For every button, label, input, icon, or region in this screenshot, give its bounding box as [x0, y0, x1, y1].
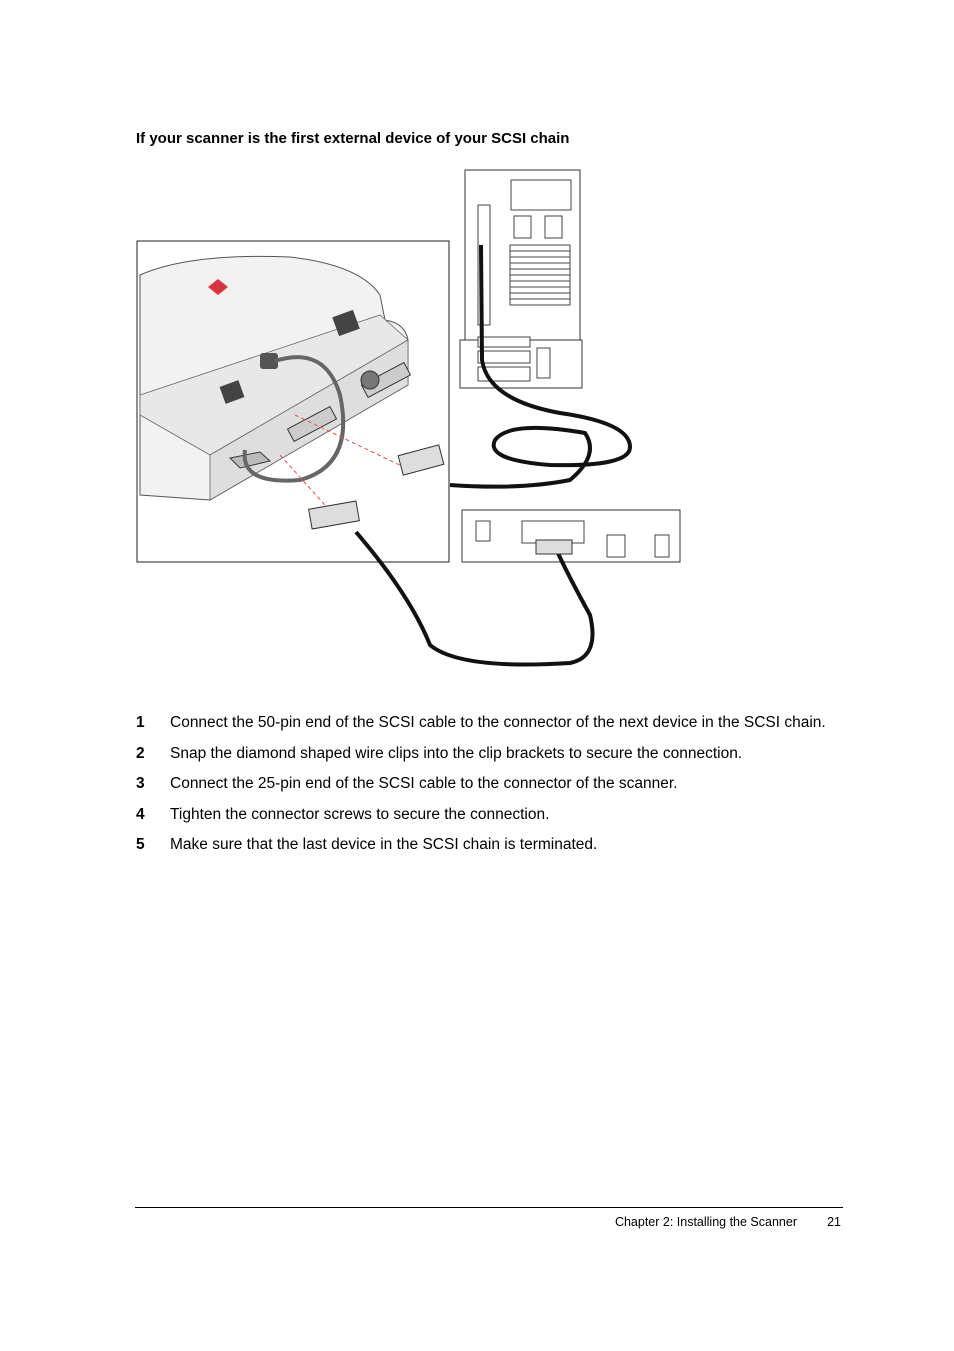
footer-chapter-title: Chapter 2: Installing the Scanner — [614, 1215, 797, 1229]
step-item — [136, 834, 826, 855]
step-text: Connect the 50-pin end of the SCSI cable to the connector of the next device in the SCSI chain. — [170, 714, 826, 731]
step-number: 4 — [136, 805, 145, 823]
page-number: 21 — [827, 1215, 841, 1229]
step-item — [136, 804, 826, 825]
section-heading: If your scanner is the first external device of your SCSI chain — [136, 130, 570, 147]
scsi-connection-illustration — [130, 165, 710, 685]
step-item — [136, 743, 826, 764]
step-text: Make sure that the last device in the SCSI chain is terminated. — [170, 836, 598, 853]
instruction-steps — [136, 712, 826, 865]
step-item — [136, 712, 826, 733]
step-number: 5 — [136, 836, 145, 853]
step-text: Tighten the connector screws to secure the connection. — [170, 805, 550, 823]
step-number: 1 — [136, 714, 145, 731]
computer-tower-icon — [460, 170, 582, 388]
step-text: Snap the diamond shaped wire clips into the clip brackets to secure the connection. — [170, 744, 743, 762]
step-item — [136, 773, 826, 794]
footer-divider — [135, 1207, 843, 1208]
step-number: 2 — [136, 744, 145, 762]
step-number: 3 — [136, 775, 145, 792]
step-text: Connect the 25-pin end of the SCSI cable to the connector of the scanner. — [170, 775, 678, 792]
